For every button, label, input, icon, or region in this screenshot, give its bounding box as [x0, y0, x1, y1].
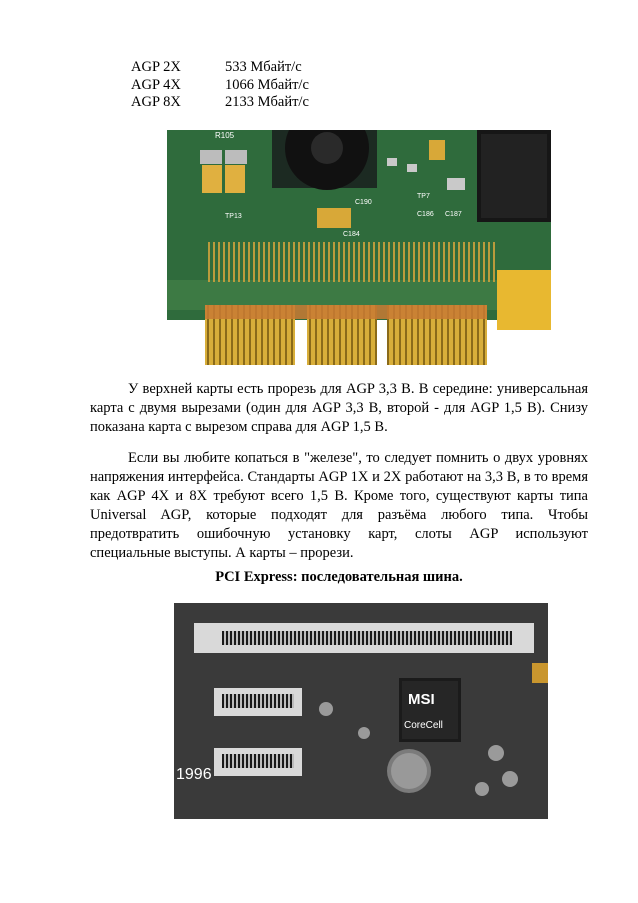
label-c187: C187 — [445, 211, 462, 218]
agp-card-photo — [167, 130, 551, 374]
label-corecell: CoreCell — [404, 720, 443, 731]
paragraph-voltage — [90, 449, 588, 563]
speed-mode: AGP 8X — [131, 94, 181, 110]
speed-rate: 533 Мбайт/с — [225, 59, 302, 75]
agp-speed-table — [131, 59, 309, 112]
paragraph-agp-cards — [90, 380, 588, 437]
label-tp7: TP7 — [417, 193, 430, 200]
label-c190: C190 — [355, 199, 372, 206]
speed-mode: AGP 4X — [131, 76, 181, 93]
agp-card-illustration — [167, 130, 551, 374]
label-tp13: TP13 — [225, 213, 242, 220]
speed-rate: 2133 Мбайт/с — [225, 94, 309, 110]
label-c186: C186 — [417, 211, 434, 218]
pcie-board-illustration — [174, 603, 548, 819]
label-msi: MSI — [408, 691, 435, 708]
paragraph-text: Если вы любите копаться в "железе", то следует помнить о двух уровнях напряжения интерфейса. Стандарты AGP 1X и 2X работают на 3,3 В, в то время как AGP 4X и 8X требуют всего 1,5 В. Кроме того, существуют карты типа Universal AGP, которые подходят для разъёма любого типа. Чтобы предотвратить ошибочную установку карт, слоты AGP используют специальные выступы. А карты – прорези. — [90, 450, 588, 561]
section-heading: PCI Express: последовательная шина. — [215, 569, 463, 585]
speed-row — [131, 94, 309, 112]
speed-rate: 1066 Мбайт/с — [225, 76, 309, 93]
label-board-number: 1996 — [176, 766, 212, 783]
pcie-board-photo — [174, 603, 548, 819]
speed-row — [131, 59, 309, 77]
label-c184: C184 — [343, 231, 360, 238]
speed-mode: AGP 2X — [131, 59, 181, 75]
speed-row — [131, 77, 309, 95]
label-r105: R105 — [215, 131, 235, 140]
paragraph-text: У верхней карты есть прорезь для AGP 3,3 В. В середине: универсальная карта с двумя вырезами (один для AGP 3,3 В, второй - для AGP 1,5 В). Снизу показана карта с вырезом справа для AGP 1,5 В. — [90, 381, 588, 435]
